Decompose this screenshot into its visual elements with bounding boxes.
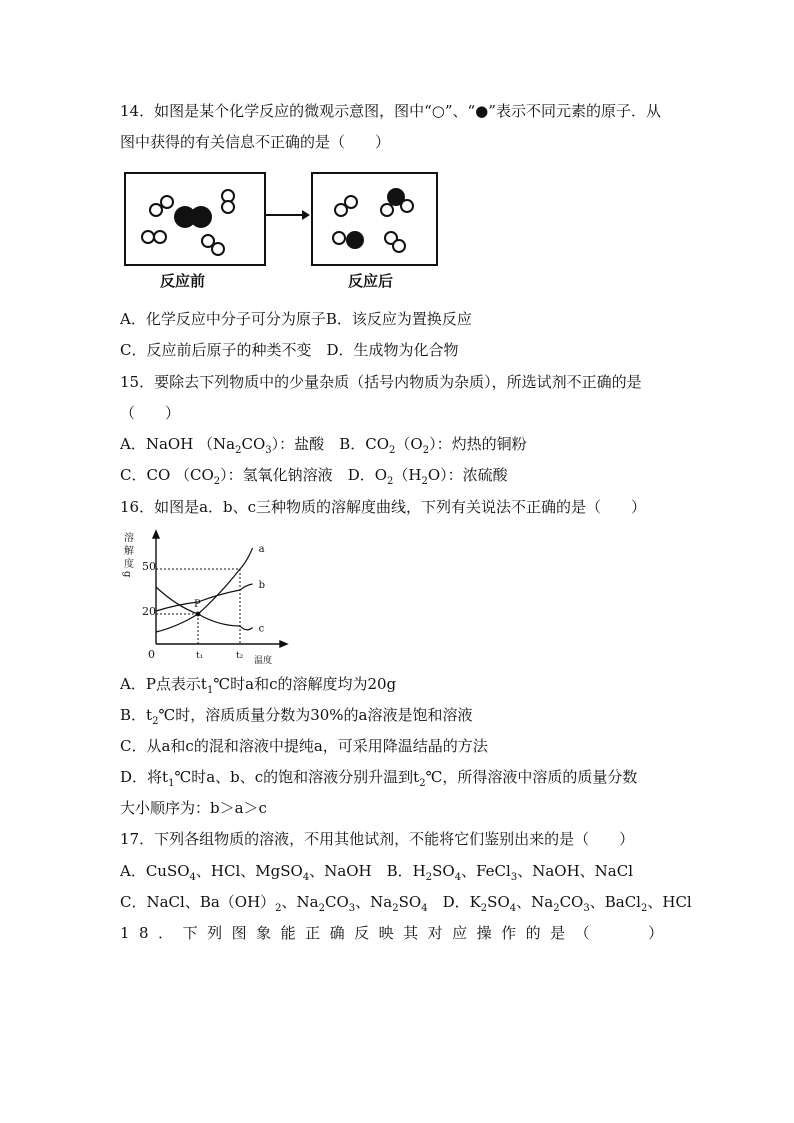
q17-option-a: A．CuSO$_4$、HCl、MgSO$_4$、NaOH — [120, 862, 372, 883]
molecules-after — [313, 174, 436, 264]
chart-xlabel: 温度 — [254, 656, 273, 666]
point-p-label: P — [194, 599, 201, 610]
x-tick-0: 0 — [148, 648, 155, 661]
caption-before: 反应前 — [160, 272, 206, 290]
q17-stem: 17．下列各组物质的溶液，不用其他试剂，不能将它们鉴别出来的是（ ） — [120, 830, 635, 848]
q15-stem-line2: （ ） — [120, 404, 181, 422]
q15-option-a: A．NaOH $(Na_2CO_3)$：盐酸 — [120, 435, 325, 456]
q14-option-d: D．生成物为化合物 — [326, 341, 459, 359]
q14-options-ab — [120, 309, 472, 329]
q15-options-ab — [120, 434, 527, 457]
q15-option-d: D．$O_2(H_2O)$：浓硫酸 — [347, 466, 508, 487]
q16-option-d: D．将$t_1℃$时a、b、c的饱和溶液分别升温到$t_2℃$，所得溶液中溶质的质量分数 — [120, 768, 638, 789]
q17-option-d: D．$K_2SO_4$、$Na_2CO_3$、BaCl$_2$、HCl — [442, 893, 692, 914]
q15-options-cd — [120, 465, 508, 488]
curve-label-c: c — [258, 623, 265, 635]
molecules-before — [126, 174, 264, 264]
q17-option-c: C．NaCl、$Ba(OH)_2$、$Na_2CO_3$、$Na_2SO_4$ — [120, 893, 428, 914]
caption-after: 反应后 — [348, 272, 394, 290]
reaction-before-panel — [124, 172, 266, 266]
q16-option-b: B．$t_2℃$时，溶质质量分数为30%的a溶液是饱和溶液 — [120, 706, 473, 727]
q15-stem-line1: 15．要除去下列物质中的少量杂质（括号内物质为杂质），所选试剂不正确的是 — [120, 373, 642, 391]
reaction-after-panel — [311, 172, 438, 266]
y-axis-arrow-icon — [153, 531, 159, 538]
x-axis-arrow-icon — [280, 641, 287, 647]
q14-options-cd — [120, 340, 459, 360]
solubility-chart — [121, 522, 294, 668]
q15-option-c: C．CO $(CO_2)$：氢氧化钠溶液 — [120, 466, 333, 487]
q18-stem: 18．下列图象能正确反映其对应操作的是（ ） — [120, 924, 673, 942]
q16-option-a: A．P点表示$t_1℃$时a和c的溶解度均为20g — [120, 675, 397, 696]
y-tick-50: 50 — [142, 560, 156, 573]
q17-options-cd — [120, 892, 692, 915]
chart-ylabel: 溶解度g — [121, 532, 133, 581]
q17-option-b: B．$H_2SO_4$、FeCl$_3$、NaOH、NaCl — [386, 862, 633, 883]
q14-option-b: B．该反应为置换反应 — [325, 310, 472, 328]
q16-stem: 16．如图是a．b、c三种物质的溶解度曲线，下列有关说法不正确的是（ ） — [120, 498, 647, 516]
x-tick-t2: t₂ — [236, 651, 244, 661]
curve-label-b: b — [258, 580, 266, 591]
reaction-arrow-icon — [262, 200, 312, 230]
q14-option-c: C．反应前后原子的种类不变 — [120, 341, 312, 359]
q16-option-c: C．从a和c的混和溶液中提纯a，可采用降温结晶的方法 — [120, 737, 488, 755]
q16-option-d-line2: 大小顺序为：b＞a＞c — [120, 799, 267, 817]
curve-label-a: a — [258, 544, 265, 555]
x-tick-t1: t₁ — [196, 651, 204, 661]
q14-stem-line2: 图中获得的有关信息不正确的是（ ） — [120, 133, 391, 151]
curve-b — [156, 584, 253, 611]
q15-option-b: B．$CO_2(O_2)$：灼热的铜粉 — [339, 435, 527, 456]
point-p — [196, 612, 200, 616]
q14-option-a: A．化学反应中分子可分为原子 — [120, 310, 326, 328]
y-tick-20: 20 — [142, 605, 156, 618]
q17-options-ab — [120, 861, 633, 884]
q14-stem-line1: 14．如图是某个化学反应的微观示意图，图中“○”、“●”表示不同元素的原子．从 — [120, 102, 661, 120]
